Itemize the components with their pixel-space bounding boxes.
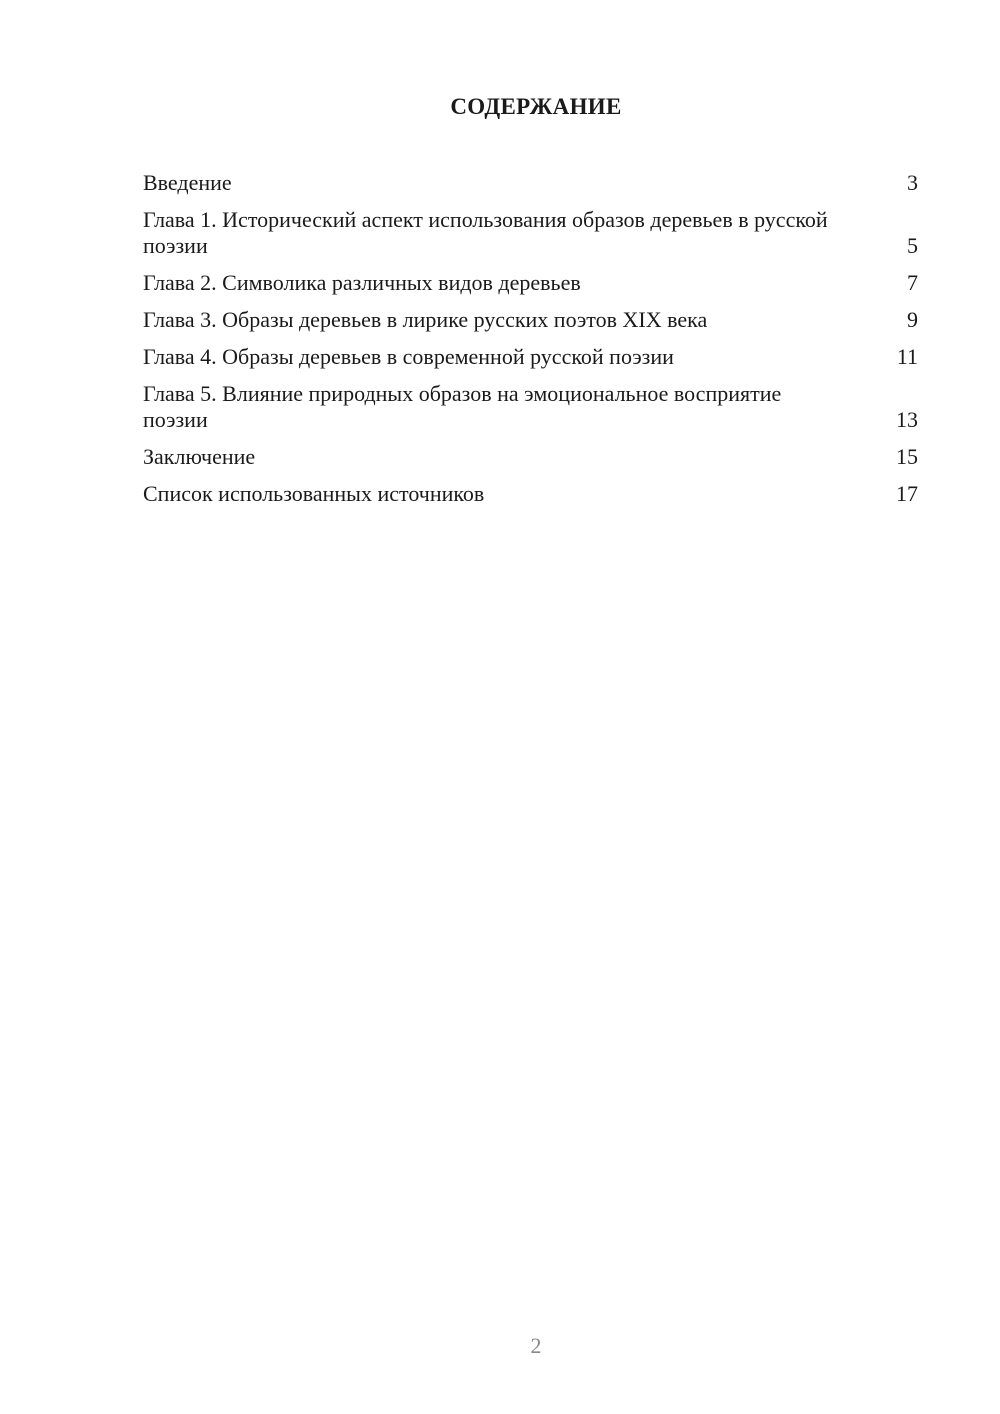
toc-entry-title: Заключение [143, 444, 256, 469]
toc-entry-title: Список использованных источников [143, 481, 485, 506]
toc-entry-title: Введение [143, 170, 232, 195]
toc-entry-page: 9 [907, 307, 918, 332]
toc-entry-page: 11 [896, 344, 918, 369]
toc-entry-page: 13 [896, 407, 918, 432]
toc-entry-conclusion [143, 444, 918, 470]
table-of-contents [143, 170, 918, 518]
page-number: 2 [530, 1333, 542, 1358]
toc-entry-chapter-5 [143, 381, 918, 433]
page-title: СОДЕРЖАНИЕ [450, 94, 622, 119]
toc-entry-page: 17 [896, 481, 918, 506]
toc-entry-title: Глава 3. Образы деревьев в лирике русских поэтов XIX века [143, 307, 708, 332]
toc-entry-chapter-4 [143, 344, 918, 370]
toc-entry-chapter-2 [143, 270, 918, 296]
toc-entry-title: Глава 1. Исторический аспект использования образов деревьев в русской поэзии [143, 207, 828, 258]
toc-entry-page: 15 [896, 444, 918, 469]
toc-entry-page: 7 [907, 270, 918, 295]
toc-entry-title: Глава 5. Влияние природных образов на эмоциональное восприятие поэзии [143, 381, 782, 432]
toc-entry-chapter-1 [143, 207, 918, 259]
toc-entry-title: Глава 2. Символика различных видов деревьев [143, 270, 581, 295]
toc-entry-page: 5 [907, 233, 918, 258]
toc-entry-references [143, 481, 918, 507]
toc-entry-page: 3 [907, 170, 918, 195]
toc-entry-title: Глава 4. Образы деревьев в современной русской поэзии [143, 344, 674, 369]
toc-entry-introduction [143, 170, 918, 196]
toc-entry-chapter-3 [143, 307, 918, 333]
